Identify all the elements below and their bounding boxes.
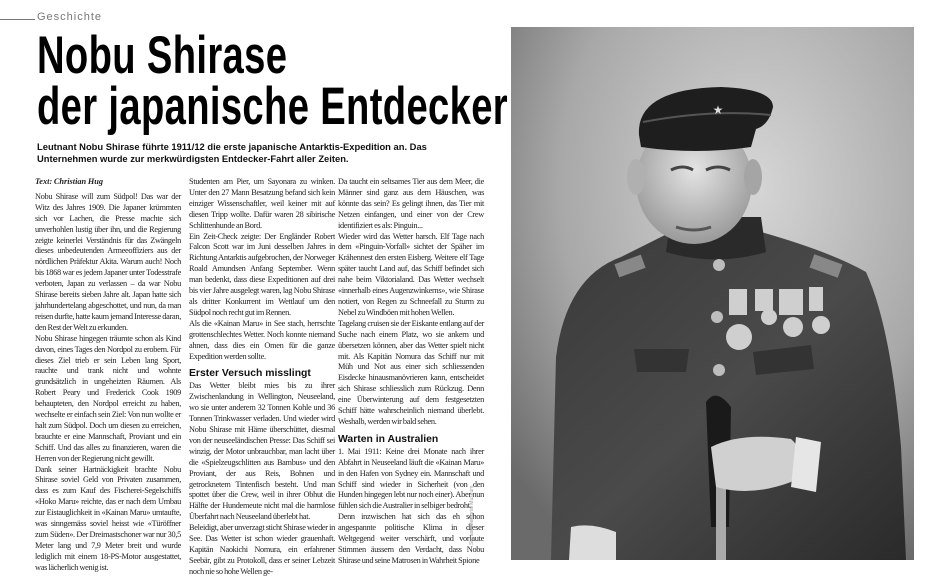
section-rubric: Geschichte [37,11,103,23]
paragraph: Ein Zeit-Check zeigte: Der Engländer Robert Falcon Scott war im Juni desselben Jahres in Richtung Antarktis aufgebrochen, der Norweger Roald Amundsen Anfang September. Wenn man bedenkt, dass diese Expeditionen auf drei bis vier Jahre ausgelegt waren, lag Nobu Shirase als dritter Konkurrent im Wettlauf um den Südpol noch recht gut im Rennen. [189,231,335,317]
paragraph: 1. Mai 1911: Keine drei Monate nach ihrer Abfahrt in Neuseeland läuft die «Kainan Maru» in den Hafen von Sydney ein. Mannschaft und Schiff sind wieder in Sicherheit (von den Hunden hingegen lebt nur noch einer). Aber nun fühlen sich die Australier in selbiger bedroht. [338,446,484,511]
pocket-flap [634,349,689,372]
text-column-3 [338,177,484,567]
paragraph: Nobu Shirase will zum Südpol! Das war der Witz des Jahres 1909. Die Japaner krümmten sich vor Lachen, die Presse machte sich unverhohlen lustig über ihn, und die Regierung zeigte keinerlei Verständnis für das Zwängeln dieses unbedeutenden Armeeoffiziers aus der nördlichen Präfektur Akita. Warum auch! Noch bis 1868 war es jedem Japaner unter Todesstrafe verboten, Japan zu verlassen – da war Nobu Shirase bereits sieben Jahre alt. Japan hatte sich jahrhundertelang abgeschottet, und nun, da man reisen durfte, hatte kaum jemand Interesse daran, den Rest der Welt zu erkunden. [35,191,182,332]
article-lead: Leutnant Nobu Shirase führte 1911/12 die erste japanische Antarktis-Expedition an. Das Unternehmen wurde zur merkwürdigsten Entdecker-Fahrt aller Zeiten. [37,141,427,164]
paragraph: Studenten am Pier, um Sayonara zu winken. Unter den 27 Mann Besatzung befand sich kein einziger Wissenschaftler, weil keiner mit auf diesen Tripp wollte. Dafür waren 28 sibirische Schlittenhunde an Bord. [189,177,335,230]
title-line-2: der japanische Entdecker [37,77,509,136]
paragraph: Da taucht ein seltsames Tier aus dem Meer, die Männer sind ganz aus dem Häuschen, was könnte das sein? Es gelingt ihnen, das Tier mit Netzen einfangen, und einer von der Crew identifiziert es als: Pinguin... [338,177,484,230]
paragraph: Das Wetter bleibt mies bis zu ihrer Zwischenlandung in Wellington, Neuseeland, wo sie unter anderem 32 Tonnen Kohle und 36 Tonnen Trinkwasser verladen. Und wieder wird Nobu Shirase mit Häme überschüttet, diesmal von der neuseeländischen Presse: Das Schiff sei winzig, der Motor unbrauchbar, man lacht über die «Spielzeugschlitten aus Bambus» und den Proviant, der aus Reis, Bohnen und getrocknetem Tintenfisch besteht. Und man spottet über die Crew, weil in ihrer Obhut die Hälfte der Hundemeute nicht mal die harmlose Überfahrt nach Neuseeland überlebt hat. [189,381,335,522]
sleeve-cuff [791,437,821,492]
subheading: Erster Versuch misslingt [189,368,311,380]
paragraph: Denn inzwischen hat sich das eh schon angespannte politische Klima in dieser Weltgegend weiter verschärft, und vorlaute Stimmen äussern den Verdacht, dass Nobu Shirase und seine Matrosen in Wahrheit Spione [338,512,484,565]
cap-star-icon: ★ [712,103,724,117]
sword-blade [716,487,726,560]
paragraph: Beleidigt, aber unverzagt sticht Shirase wieder in See. Das Wetter ist schon wieder grauenhaft. Kapitän Naokichi Nomura, ein erfahrener Seebär, gibt zu Protokoll, dass er seiner Lebzeit noch nie so hohe Wellen ge- [189,523,335,576]
portrait-photo [511,27,914,560]
photo-credit: Shirase Memorial Museum [469,485,475,545]
paragraph: Tagelang cruisen sie der Eiskante entlang auf der Suche nach einem Platz, wo sie ankern und übersetzen können, aber das Wetter spielt nicht mit. Als Kapitän Nomura das Schiff nur mit Müh und Not aus einer sich schliessenden Eisdecke hinausmanövrieren kann, entscheidet sich Shirase schliesslich zum Rückzug. Denn eine Überwinterung auf dem festgesetzten Schiff hätte wahrscheinlich niemand überlebt. Weshalb, werden wir bald sehen. [338,318,484,426]
ear [744,159,762,195]
subheading: Warten in Australien [338,433,439,445]
paragraph: Nobu Shirase hingegen träumte schon als Kind davon, eines Tages den Nordpol zu erobern. Für dieses Ziel trieb er sein Leben lang Sport, rauchte und trank nicht und wohnte grundsätzlich in ungeheizten Räumen. Als Robert Peary und Frederick Cook 1909 behaupteten, den Nordpol erreicht zu haben, wechselte er einfach sein Ziel: Von nun wollte er halt zum Südpol. Doch um diesen zu erreichen, brauchte er eine Mannschaft, Proviant und ein Schiff. Und das alles zu finanzieren, waren die Herren von der Regierung nicht gewillt. [35,333,181,463]
cuff [569,525,616,560]
paragraph: Dank seiner Hartnäckigkeit brachte Nobu Shirase soviel Geld von Privaten zusammen, dass es zum Kauf des Fischerei-Segelschiffs «Hoko Maru» reichte, das er nach dem Umbau zur Eistauglichkeit in «Kainan Maru» umtaufte, was sinngemäss soviel heisst wie «Türöffner zum Süden». Der Dreimastschoner war nur 30,5 Meter lang und 7,9 Meter breit und wurde lediglich mit einem 18-PS-Motor ausgestattet, was lächerlich wenig ist. [35,464,181,572]
paragraph: Wieder wird das Wetter harsch. Elf Tage nach dem «Pinguin-Vorfall» sichtet der Späher im Krähennest den ersten Eisberg. Weitere elf Tage später taucht Land auf, das Schiff befindet sich nahe beim Viktorialand. Das Wetter wechselt «innerhalb eines Augenzwinkerns», wie Shirase notiert, von Regen zu Schneefall zu Sturm zu Nebel zu Windböen mit hohen Wellen. [338,231,484,317]
paragraph: Als die «Kainan Maru» in See stach, herrschte grottenschlechtes Wetter. Noch konnte niemand ahnen, dass dies ein Omen für die ganze Expedition werden sollte. [189,318,335,361]
text-column-1 [35,177,181,574]
ear [627,159,645,195]
title-line-1: Nobu Shirase [37,26,288,85]
rubric-rule [0,19,35,20]
hand [711,437,801,491]
byline: Text: Christian Hug [35,177,104,186]
article-title [37,26,509,136]
text-column-2 [189,177,335,578]
